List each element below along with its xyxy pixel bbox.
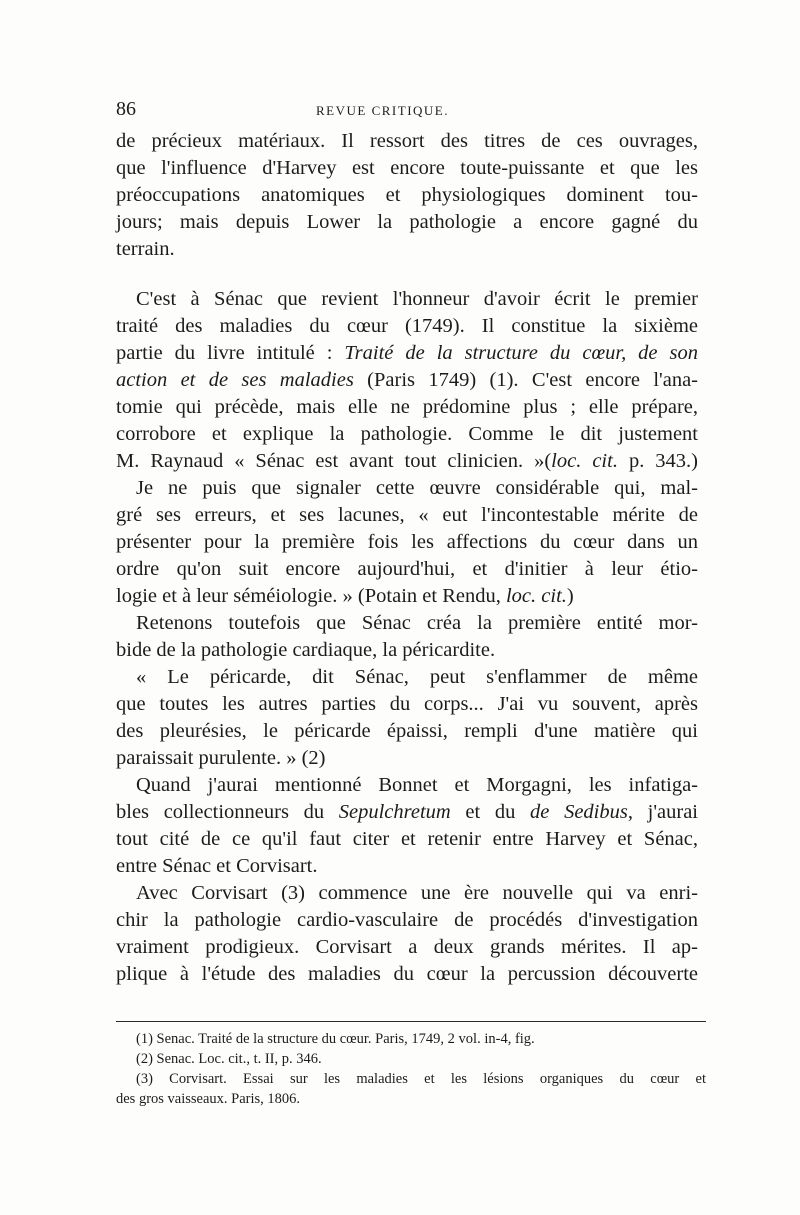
paragraph-2 (116, 286, 698, 475)
text-line: paraissait purulente. » (2) (116, 747, 326, 769)
text-line: ordre qu'on suit encore aujourd'hui, et d'initier à leur étio- (116, 558, 698, 580)
text-line: corrobore et explique la pathologie. Comme le dit justement (116, 423, 698, 445)
text-fragment: (Paris 1749) (1). C'est encore l'ana- (353, 369, 699, 391)
footnote-1: (1) Senac. Traité de la structure du cœur. Paris, 1749, 2 vol. in-4, fig. (136, 1031, 535, 1047)
text-line: traité des maladies du cœur (1749). Il constitue la sixième (116, 315, 698, 337)
text-fragment: logie et à leur séméiologie. » (Potain et Rendu, (116, 585, 506, 607)
text-line: « Le péricarde, dit Sénac, peut s'enflammer de même (136, 666, 698, 688)
text-line: préoccupations anatomiques et physiologiques dominent tou- (116, 184, 698, 206)
paragraph-5 (116, 664, 698, 772)
paragraph-3 (116, 475, 698, 610)
text-line: présenter pour la première fois les affections du cœur dans un (116, 531, 698, 553)
footnote-2: (2) Senac. Loc. cit., t. II, p. 346. (136, 1051, 322, 1067)
book-title: de Sedibus (530, 801, 628, 823)
text-fragment: ) (566, 585, 574, 607)
text-line: entre Sénac et Corvisart. (116, 855, 318, 877)
text-line: plique à l'étude des maladies du cœur la percussion découverte (116, 963, 698, 985)
book-title: Traité de la structure du cœur, de son (344, 342, 698, 364)
text-line: chir la pathologie cardio-vasculaire de procédés d'investigation (116, 909, 698, 931)
text-line (116, 340, 698, 367)
text-line: Je ne puis que signaler cette œuvre considérable qui, mal- (136, 477, 698, 499)
text-line: tomie qui précède, mais elle ne prédomine plus ; elle prépare, (116, 396, 698, 418)
footnote-divider (116, 1021, 706, 1022)
text-fragment: p. 343.) (617, 450, 699, 472)
paragraph-4 (116, 610, 698, 664)
text-line (116, 367, 698, 394)
text-line: vraiment prodigieux. Corvisart a deux grands mérites. Il ap- (116, 936, 698, 958)
text-line (116, 799, 698, 826)
citation-ref: loc. cit. (505, 585, 567, 607)
body-text (116, 128, 698, 988)
footnotes (116, 1029, 706, 1109)
page-number: 86 (116, 98, 136, 120)
text-line: Quand j'aurai mentionné Bonnet et Morgagni, les infatiga- (136, 774, 698, 796)
text-line: jours; mais depuis Lower la pathologie a encore gagné du (116, 211, 698, 233)
text-line: gré ses erreurs, et ses lacunes, « eut l'incontestable mérite de (116, 504, 698, 526)
text-fragment: , j'aurai (627, 801, 698, 823)
paragraph-1 (116, 128, 698, 263)
text-line (116, 583, 698, 610)
text-line: tout cité de ce qu'il faut citer et retenir entre Harvey et Sénac, (116, 828, 698, 850)
text-fragment: partie du livre intitulé : (116, 342, 345, 364)
text-line: Avec Corvisart (3) commence une ère nouvelle qui va enri- (136, 882, 698, 904)
text-line: de précieux matériaux. Il ressort des titres de ces ouvrages, (116, 130, 698, 152)
text-line: terrain. (116, 238, 175, 260)
text-line (116, 448, 698, 475)
footnote-3: (3) Corvisart. Essai sur les maladies et les lésions organiques du cœur et (136, 1071, 706, 1087)
text-line: des pleurésies, le péricarde épaissi, rempli d'une matière qui (116, 720, 698, 742)
running-title: REVUE CRITIQUE. (316, 103, 449, 118)
text-line: Retenons toutefois que Sénac créa la première entité mor- (136, 612, 698, 634)
footnote-3-continued: des gros vaisseaux. Paris, 1806. (116, 1091, 301, 1107)
book-title: Sepulchretum (338, 801, 451, 823)
book-title: action et de ses maladies (116, 369, 354, 391)
text-fragment: M. Raynaud « Sénac est avant tout clinicien. »( (116, 450, 552, 472)
text-line: bide de la pathologie cardiaque, la péricardite. (116, 639, 496, 661)
text-line: C'est à Sénac que revient l'honneur d'avoir écrit le premier (136, 288, 698, 310)
text-line: que toutes les autres parties du corps... J'ai vu souvent, après (116, 693, 698, 715)
citation-ref: loc. cit. (551, 450, 618, 472)
page-header (116, 98, 698, 124)
paragraph-6 (116, 772, 698, 880)
text-line: que l'influence d'Harvey est encore toute-puissante et que les (116, 157, 698, 179)
text-fragment: et du (450, 801, 531, 823)
text-fragment: bles collectionneurs du (116, 801, 339, 823)
paragraph-7 (116, 880, 698, 988)
